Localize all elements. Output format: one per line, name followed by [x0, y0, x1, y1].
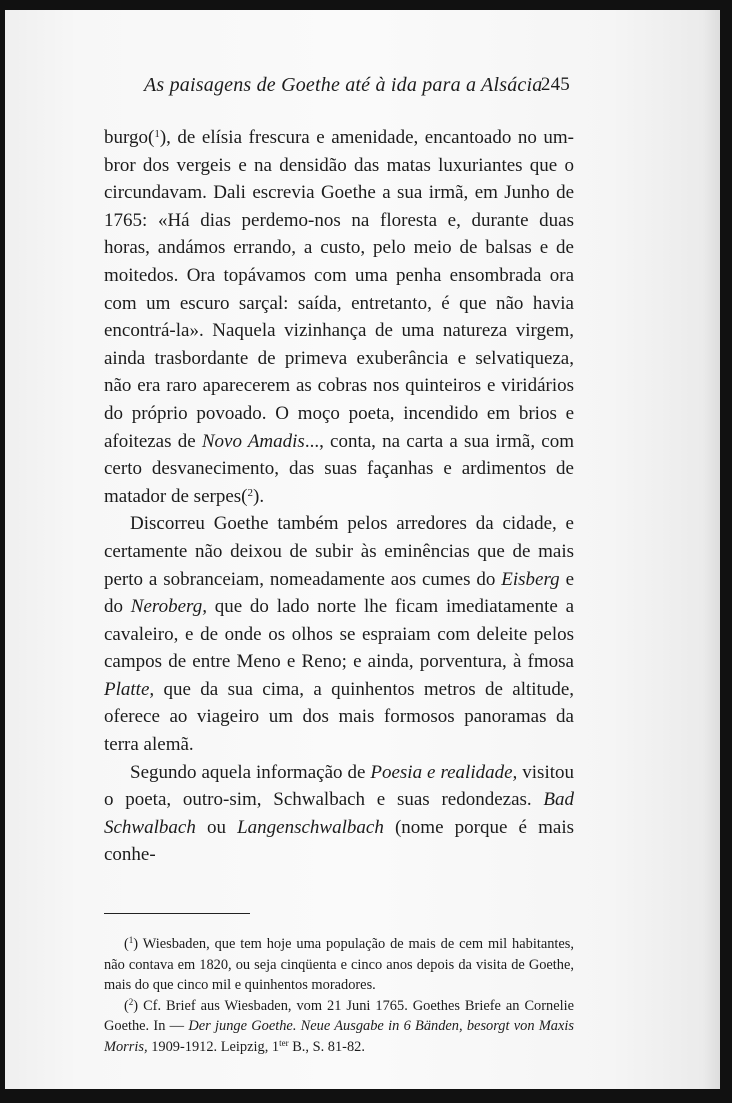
ordinal-superscript: ter — [279, 1038, 289, 1048]
footnote-text: 1909-1912. Leipzig, 1 — [147, 1039, 280, 1055]
footnote-divider — [104, 913, 250, 914]
italic-place: Eisberg — [501, 568, 560, 590]
page-number: 245 — [540, 74, 570, 95]
footnote-mark: 2 — [128, 996, 134, 1007]
paragraph-text: Discorreu Goethe também pelos arredores da cidade, e certamente não deixou de subir às eminências que de mais perto a sobranceiam, nomeadamente aos cumes do — [104, 513, 574, 590]
footnote-1: ($^1$) Wiesbaden, que tem hoje uma população de mais de cem mil habitantes, não contava em 1820, ou seja cinqüenta e cinco anos depois da visita de Goethe, mais do que cinco mil e quinhentos moradores. — [104, 935, 574, 994]
paragraph-text: ). — [253, 485, 265, 507]
paragraph-text: que do lado norte lhe ficam imediatamente a cavaleiro, e de onde os olhos se espraiam com deleite pelos campos de entre Meno e Reno; e ainda, porventura, à fmosa — [104, 596, 575, 673]
running-head-title: As paisagens de Goethe até à ida para a Alsácia — [144, 74, 543, 96]
paragraph-text: burgo( — [104, 127, 155, 148]
italic-title: Novo Amadis — [201, 430, 305, 452]
footnote-text: ) Cf. Brief aus Wiesbaden, vom 21 Juni 1765. Goethes Briefe an Cornelie Goethe. In — — [104, 997, 574, 1035]
footnote-ref-1: 1 — [154, 128, 160, 140]
page-shadow — [702, 10, 720, 1089]
italic-place: Platte, — [104, 678, 155, 700]
paragraph-text: (nome porque é mais conhe- — [104, 816, 574, 866]
paragraph-text: ..., conta, na carta a sua irmã, com certo desvanecimento, das suas façanhas e ardimentos de matador de serpes( — [104, 430, 575, 507]
footnotes — [104, 934, 574, 1058]
paragraph-text: visitou o poeta, outro-sim, Schwalbach e suas redondezas. — [104, 761, 575, 811]
paragraph-text: e do — [104, 568, 575, 618]
paragraph-3 — [104, 759, 574, 869]
footnote-2: ($^2$) Cf. Brief aus Wiesbaden, vom 21 Juni 1765. Goethes Briefe an Cornelie Goethe. In — Der junge Goethe. Neue Ausgabe in 6 Bänden, besorgt von Maxis Morris, 1909-1912. Leipzig, $1^{ter}$ B., S. 81-82. — [104, 996, 574, 1055]
footnote-mark: 1 — [128, 935, 134, 946]
main-text — [104, 124, 574, 869]
paragraph-text: Segundo aquela informação de — [130, 761, 371, 783]
footnote-text: ) Wiesbaden, que tem hoje uma população de mais de cem mil habitantes, não contava em 1820, ou seja cinqüenta e cinco anos depois da visita de Goethe, mais do que cinco mil e quinhentos moradores. — [104, 936, 574, 994]
paragraph-2 — [104, 510, 574, 758]
italic-title: Poesia e realidade, — [370, 761, 518, 783]
paragraph-text: que da sua cima, a quinhentos metros de altitude, oferece ao viageiro um dos mais formosos panoramas da terra alemã. — [104, 678, 574, 756]
footnote-text: B., S. 81-82. — [288, 1039, 365, 1055]
book-page — [104, 74, 574, 1058]
italic-citation: Der junge Goethe. Neue Ausgabe in 6 Bänden, besorgt von Maxis Morris, — [104, 1018, 574, 1055]
italic-place: Langenschwalbach — [237, 816, 384, 838]
italic-place: Bad Schwalbach — [104, 789, 574, 838]
running-head — [104, 74, 574, 102]
italic-place: Neroberg, — [130, 596, 207, 618]
paragraph-text: ), de elísia frescura e amenidade, encantoado no umbror dos vergeis e na densidão das matas luxuriantes que o circundavam. Dali escrevia Goethe a sua irmã, em Junho de 1765: «Há dias perdemo-nos na floresta e, durante duas horas, andámos errando, a custo, pelo meio de balsas e de moitedos. Ora topávamos com uma penha ensombrada ora com um escuro sarçal: saída, entretanto, é que não havia encontrá-la». Naquela vizinhança de uma natureza virgem, ainda trasbordante de primeva exuberância e selvatiqueza, não era raro aparecerem as cobras nos quinteiros e viridários do próprio povoado. O moço poeta, incendido em brios e afoitezas de — [104, 127, 574, 452]
paragraph-text: ou — [195, 816, 238, 838]
footnote-ref-2: 2 — [247, 486, 253, 499]
paragraph-1 — [104, 124, 574, 510]
